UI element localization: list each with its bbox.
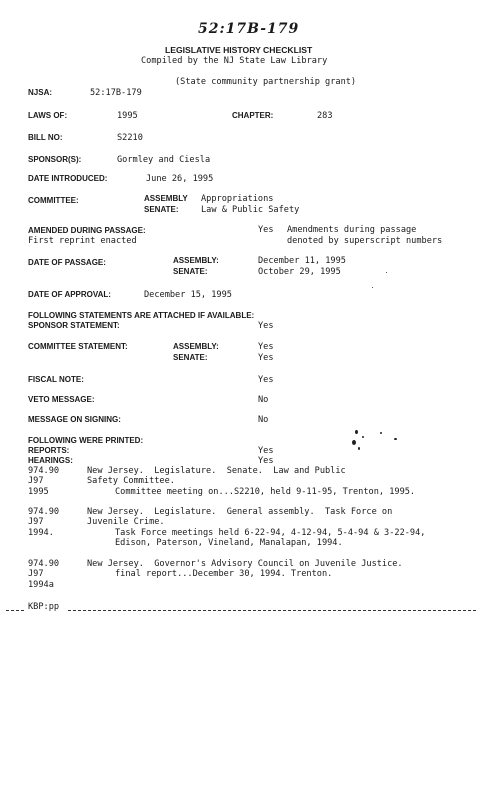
amended-sub: First reprint enacted [28, 236, 137, 246]
amended-label: AMENDED DURING PASSAGE: [28, 226, 146, 235]
ref2-line-2: Juvenile Crime. [87, 517, 165, 527]
chapter-value: 283 [317, 111, 333, 121]
ref1-line-1: New Jersey. Legislature. Senate. Law and Public [87, 466, 346, 476]
ref2-line-4: Edison, Paterson, Vineland, Manalapan, 1994. [115, 538, 343, 548]
ref2-call-year: 1994. [28, 528, 54, 538]
ref1-line-3: Committee meeting on...S2210, held 9-11-95, Trenton, 1995. [115, 487, 416, 497]
committee-assembly-label: ASSEMBLY [144, 194, 188, 203]
sponsor-statement-value: Yes [258, 321, 274, 331]
ref3-call-cutter: J97 [28, 569, 44, 579]
ref3-call-year: 1994a [28, 580, 54, 590]
sponsor-statement-label: SPONSOR STATEMENT: [28, 321, 120, 330]
committee-statement-assembly-label: ASSEMBLY: [173, 342, 219, 351]
fiscal-note-label: FISCAL NOTE: [28, 375, 84, 384]
date-introduced-value: June 26, 1995 [146, 174, 214, 184]
passage-senate-label: SENATE: [173, 267, 208, 276]
committee-senate-value: Law & Public Safety [201, 205, 300, 215]
hearings-label: HEARINGS: [28, 456, 73, 465]
passage-label: DATE OF PASSAGE: [28, 258, 106, 267]
ref2-line-3: Task Force meetings held 6-22-94, 4-12-94, 5-4-94 & 3-22-94, [115, 528, 426, 538]
divider-line [68, 610, 476, 611]
date-introduced-label: DATE INTRODUCED: [28, 174, 108, 183]
reports-value: Yes [258, 446, 274, 456]
committee-label: COMMITTEE: [28, 196, 79, 205]
amended-value: Yes [258, 225, 274, 235]
njsa-value: 52:17B-179 [90, 88, 142, 98]
njsa-label: NJSA: [28, 88, 53, 97]
committee-statement-assembly-value: Yes [258, 342, 274, 352]
approval-value: December 15, 1995 [144, 290, 232, 300]
committee-senate-label: SENATE: [144, 205, 179, 214]
ref1-call-number: 974.90 [28, 466, 60, 476]
chapter-label: CHAPTER: [232, 111, 274, 120]
approval-label: DATE OF APPROVAL: [28, 290, 111, 299]
fiscal-note-value: Yes [258, 375, 274, 385]
passage-assembly-label: ASSEMBLY: [173, 256, 219, 265]
printed-heading: FOLLOWING WERE PRINTED: [28, 436, 144, 445]
ref2-call-cutter: J97 [28, 517, 44, 527]
amended-note-1: Amendments during passage [287, 225, 417, 235]
ref1-call-year: 1995 [28, 487, 49, 497]
bill-no-value: S2210 [117, 133, 143, 143]
signing-message-value: No [258, 415, 269, 425]
signing-message-label: MESSAGE ON SIGNING: [28, 415, 121, 424]
bill-no-label: BILL NO: [28, 133, 63, 142]
amended-note-2: denoted by superscript numbers [287, 236, 443, 246]
ref2-line-1: New Jersey. Legislature. General assembly. Task Force on [87, 507, 393, 517]
ref3-line-2: final report...December 30, 1994. Trenton. [115, 569, 333, 579]
committee-assembly-value: Appropriations [201, 194, 274, 204]
ref3-line-1: New Jersey. Governor's Advisory Council on Juvenile Justice. [87, 559, 403, 569]
committee-statement-senate-value: Yes [258, 353, 274, 363]
document-subtitle: Compiled by the NJ State Law Library [141, 56, 328, 66]
grant-note: (State community partnership grant) [175, 77, 357, 87]
handwritten-number: 52:17B-179 [198, 21, 300, 37]
laws-of-label: LAWS OF: [28, 111, 68, 120]
sponsors-value: Gormley and Ciesla [117, 155, 211, 165]
divider-line-start [6, 610, 24, 611]
ref1-call-cutter: J97 [28, 476, 44, 486]
typist-initials: KBP:pp [28, 602, 60, 612]
ref2-call-number: 974.90 [28, 507, 60, 517]
veto-message-value: No [258, 395, 269, 405]
reports-label: REPORTS: [28, 446, 70, 455]
committee-statement-senate-label: SENATE: [173, 353, 208, 362]
attached-heading: FOLLOWING STATEMENTS ARE ATTACHED IF AVAILABLE: [28, 311, 255, 320]
laws-of-value: 1995 [117, 111, 138, 121]
hearings-value: Yes [258, 456, 274, 466]
ref3-call-number: 974.90 [28, 559, 60, 569]
document-title: LEGISLATIVE HISTORY CHECKLIST [165, 45, 313, 55]
passage-assembly-value: December 11, 1995 [258, 256, 346, 266]
committee-statement-label: COMMITTEE STATEMENT: [28, 342, 128, 351]
veto-message-label: VETO MESSAGE: [28, 395, 95, 404]
passage-senate-value: October 29, 1995 [258, 267, 341, 277]
sponsors-label: SPONSOR(S): [28, 155, 82, 164]
ref1-line-2: Safety Committee. [87, 476, 175, 486]
